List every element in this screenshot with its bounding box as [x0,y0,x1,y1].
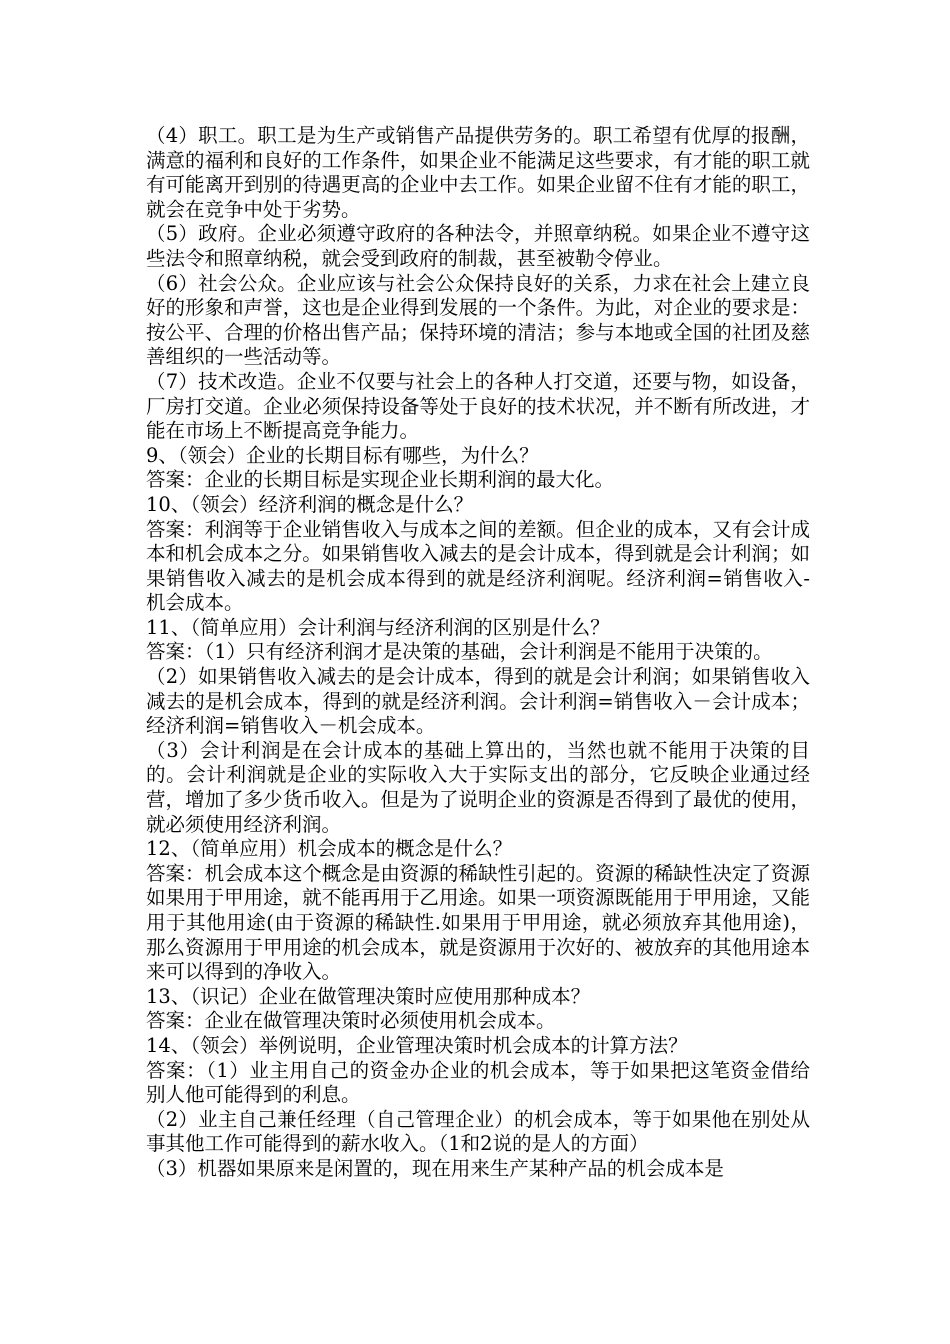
answer-9: 答案：企业的长期目标是实现企业长期利润的最大化。 [146,468,615,492]
question-14: 14、（领会）举例说明，企业管理决策时机会成本的计算方法？ [146,1033,688,1057]
answer-14-point-1: 答案：（1）业主用自己的资金办企业的机会成本，等于如果把这笔资金借给别人他可能得到的利息。 [146,1058,810,1107]
answer-13: 答案：企业在做管理决策时必须使用机会成本。 [146,1009,556,1033]
paragraph-government: （5）政府。企业必须遵守政府的各种法令，并照章纳税。如果企业不遵守这些法令和照章纳税，就会受到政府的制裁，甚至被勒令停业。 [146,222,810,270]
answer-11-point-1: 答案：（1）只有经济利润才是决策的基础，会计利润是不能用于决策的。 [146,640,773,664]
question-9: 9、（领会）企业的长期目标有哪些，为什么？ [146,443,539,467]
answer-11-point-2: （2）如果销售收入减去的是会计成本，得到的就是会计利润；如果销售收入减去的是机会成本，得到的就是经济利润。会计利润=销售收入－会计成本；经济利润=销售收入－机会成本。 [146,665,810,738]
paragraph-public: （6）社会公众。企业应该与社会公众保持良好的关系，力求在社会上建立良好的形象和声誉，这也是企业得到发展的一个条件。为此，对企业的要求是：按公平、合理的价格出售产品；保持环境的清洁；参与本地或全国的社团及慈善组织的一些活动等。 [146,271,810,369]
answer-11-point-3: （3）会计利润是在会计成本的基础上算出的，当然也就不能用于决策的目的。会计利润就是企业的实际收入大于实际支出的部分，它反映企业通过经营，增加了多少货币收入。但是为了说明企业的资源是否得到了最优的使用，就必须使用经济利润。 [146,738,810,836]
answer-10: 答案：利润等于企业销售收入与成本之间的差额。但企业的成本，又有会计成本和机会成本之分。如果销售收入减去的是会计成本，得到就是会计利润；如果销售收入减去的是机会成本得到的就是经济利润呢。经济利润=销售收入-机会成本。 [146,517,810,615]
question-10: 10、（领会）经济利润的概念是什么？ [146,492,474,516]
answer-14-point-2: （2）业主自己兼任经理（自己管理企业）的机会成本，等于如果他在别处从事其他工作可能得到的薪水收入。（1和2说的是人的方面） [146,1107,810,1156]
answer-12: 答案：机会成本这个概念是由资源的稀缺性引起的。资源的稀缺性决定了资源如果用于甲用途，就不能再用于乙用途。如果一项资源既能用于甲用途，又能用于其他用途(由于资源的稀缺性.如果用于甲用途，就必须放弃其他用途)，那么资源用于甲用途的机会成本，就是资源用于次好的、被放弃的其他用途本来可以得到的净收入。 [146,861,810,984]
question-11: 11、（简单应用）会计利润与经济利润的区别是什么？ [146,615,610,639]
question-12: 12、（简单应用）机会成本的概念是什么？ [146,837,513,861]
answer-14-point-3: （3）机器如果原来是闲置的，现在用来生产某种产品的机会成本是 [146,1156,724,1180]
document-body [146,124,810,1182]
paragraph-employees: （4）职工。职工是为生产或销售产品提供劳务的。职工希望有优厚的报酬，满意的福利和良好的工作条件，如果企业不能满足这些要求，有才能的职工就有可能离开到别的待遇更高的企业中去工作。如果企业留不住有才能的职工，就会在竞争中处于劣势。 [146,124,810,221]
paragraph-technology: （7）技术改造。企业不仅要与社会上的各种人打交道，还要与物，如设备，厂房打交道。企业必须保持设备等处于良好的技术状况，并不断有所改进，才能在市场上不断提高竞争能力。 [146,369,810,443]
question-13: 13、（识记）企业在做管理决策时应使用那种成本？ [146,984,591,1008]
